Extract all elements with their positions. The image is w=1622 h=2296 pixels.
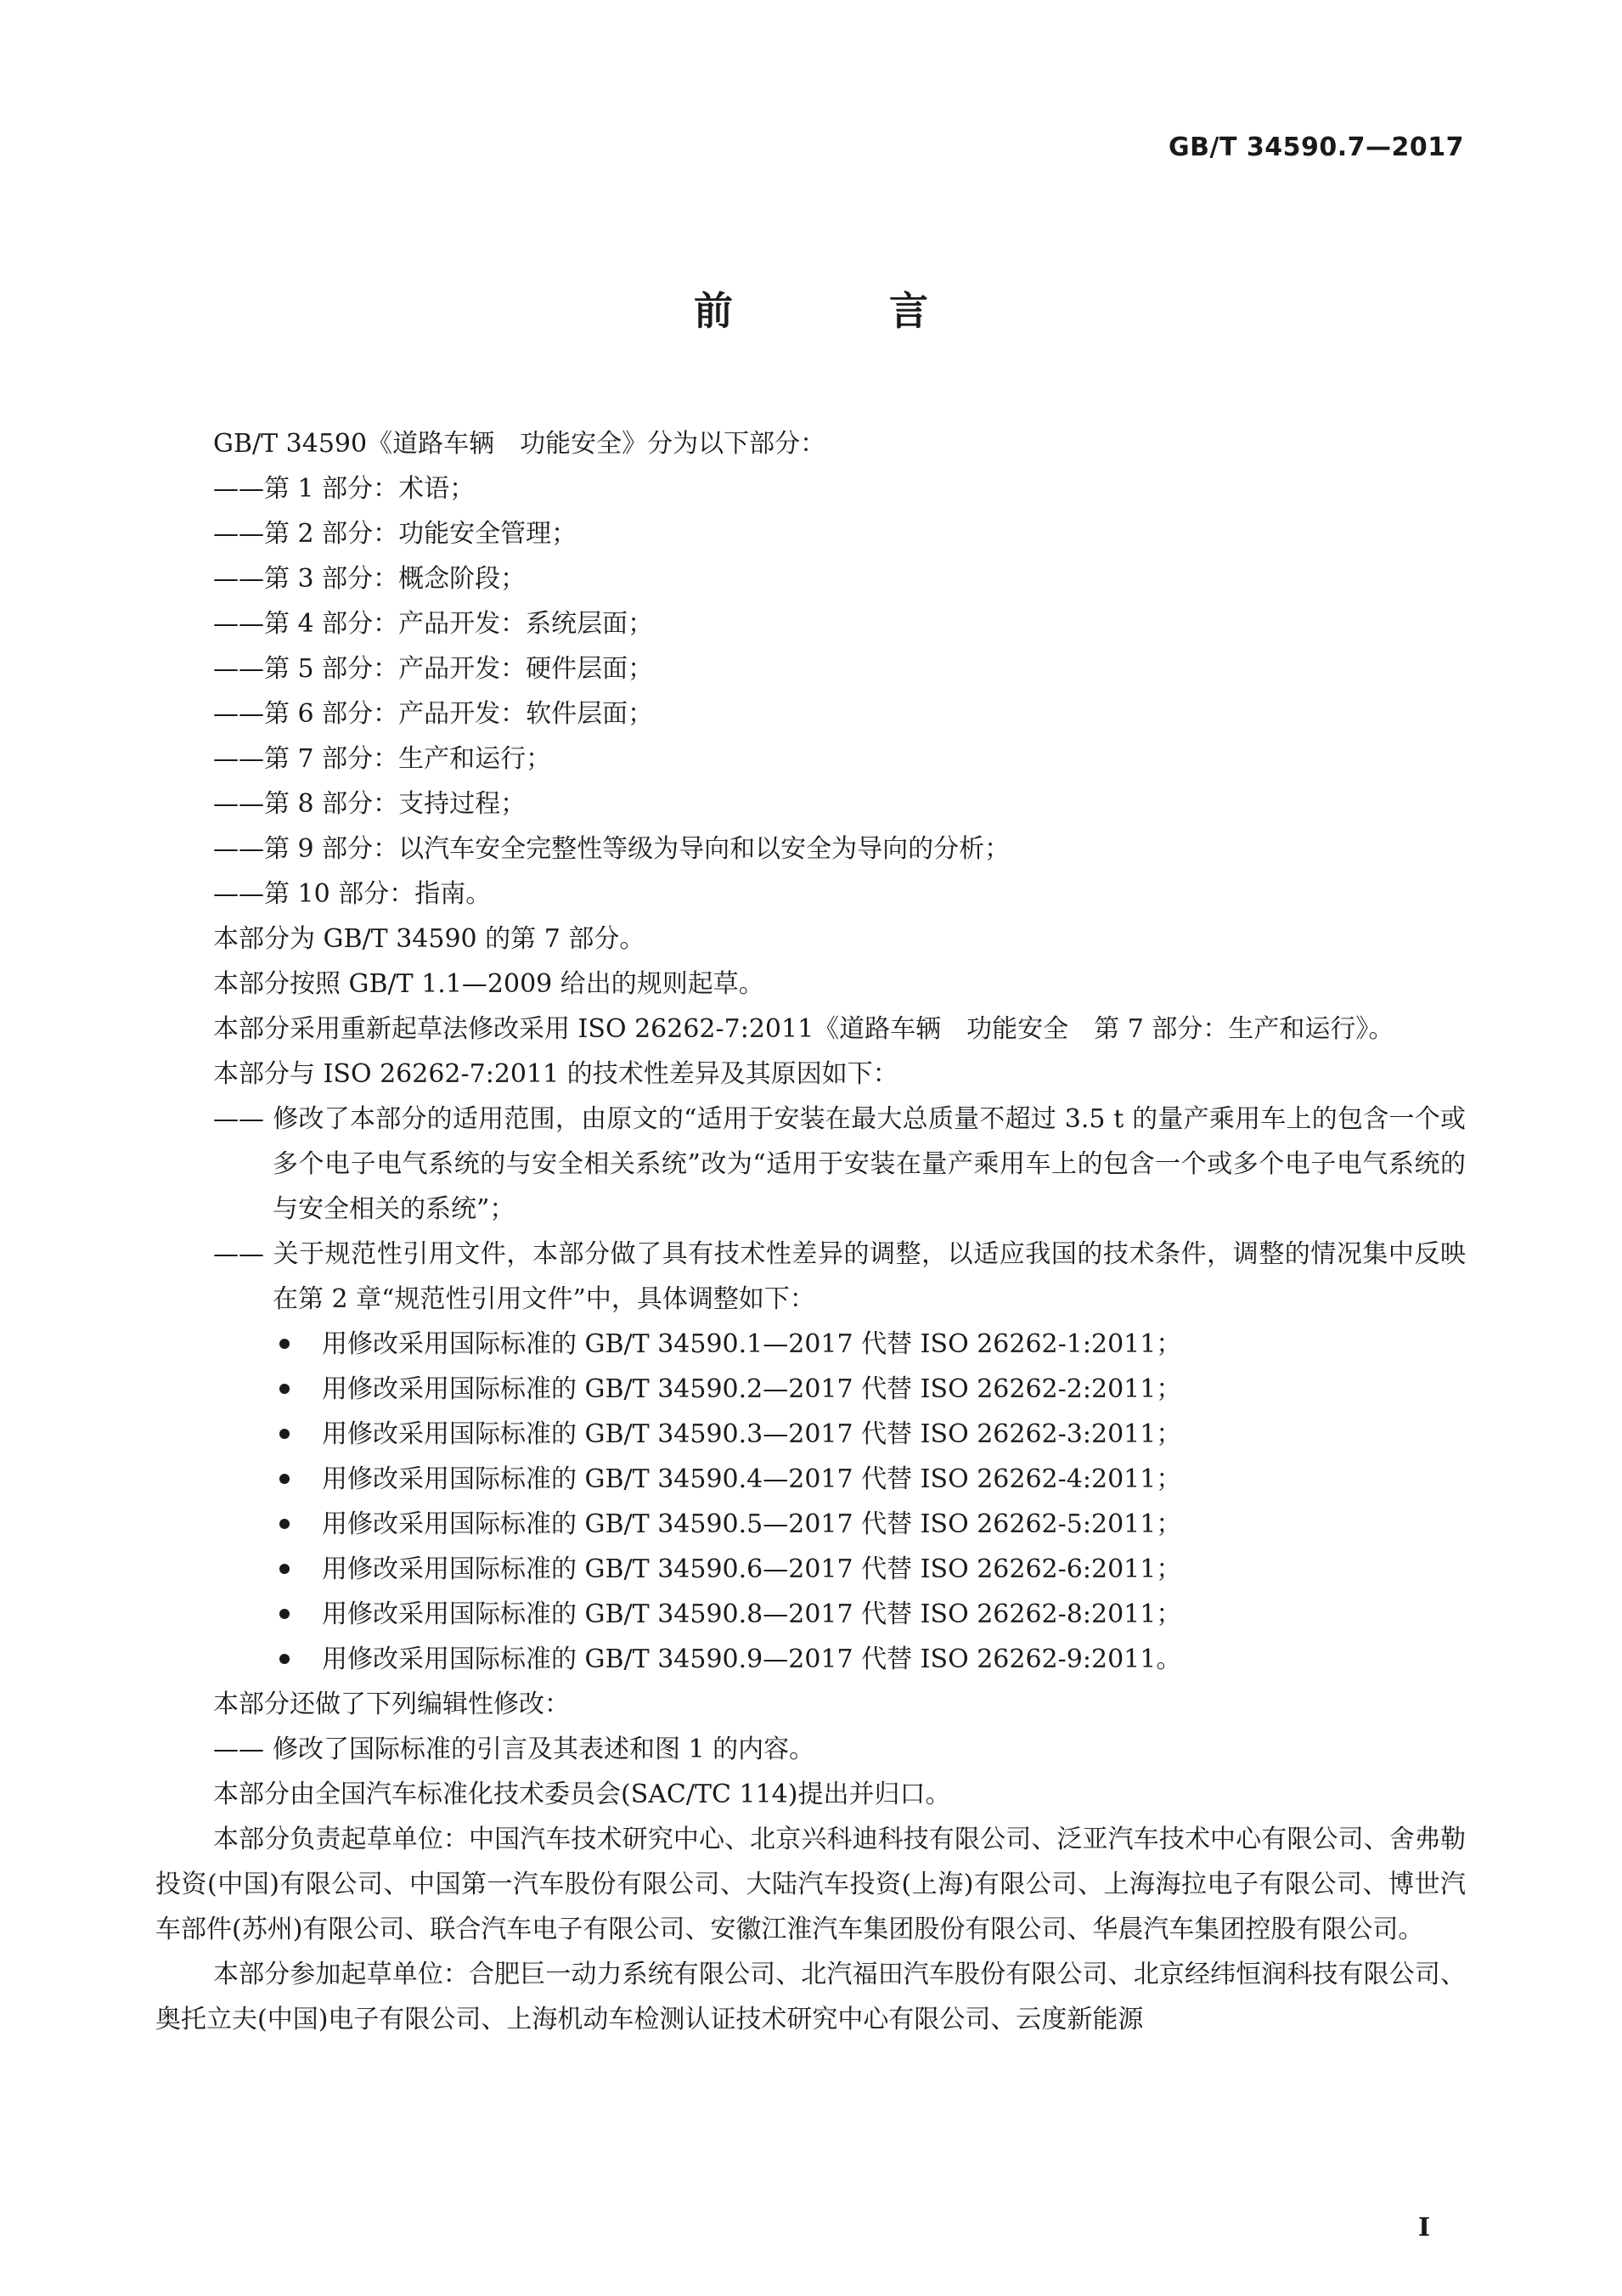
reference-bullet-item [155, 1592, 1466, 1637]
reference-bullet-item [155, 1502, 1466, 1547]
reference-bullet-item [155, 1367, 1466, 1412]
part-item: ——第 6 部分：产品开发：软件层面； [213, 699, 654, 729]
part-item: ——第 5 部分：产品开发：硬件层面； [213, 654, 654, 684]
difference-text: 修改了本部分的适用范围，由原文的“适用于安装在最大总质量不超过 3.5 t 的量产乘用车上的包含一个或多个电子电气系统的与安全相关系统”改为“适用于安装在量产乘用车上的包含一个或多个电子电气系统的与安全相关的系统”； [273, 1104, 1466, 1224]
reference-bullet-item [155, 1637, 1466, 1682]
standard-code: GB/T 34590.7—2017 [1169, 133, 1464, 162]
reference-bullet-text: 用修改采用国际标准的 GB/T 34590.1—2017 代替 ISO 26262-1:2011； [322, 1329, 1182, 1359]
reference-bullet-item [155, 1322, 1466, 1367]
reference-bullet-text: 用修改采用国际标准的 GB/T 34590.6—2017 代替 ISO 26262-6:2011； [322, 1554, 1182, 1584]
bullet-dot-icon [279, 1609, 290, 1619]
reference-bullet-text: 用修改采用国际标准的 GB/T 34590.8—2017 代替 ISO 26262-8:2011； [322, 1599, 1182, 1629]
foreword-body [155, 421, 1466, 2042]
drafting-rules-paragraph: 本部分按照 GB/T 1.1—2009 给出的规则起草。 [213, 969, 764, 999]
difference-text: 关于规范性引用文件，本部分做了具有技术性差异的调整，以适应我国的技术条件，调整的情况集中反映在第 2 章“规范性引用文件”中，具体调整如下： [273, 1239, 1466, 1314]
part-item: ——第 4 部分：产品开发：系统层面； [213, 609, 654, 639]
editorial-intro-paragraph: 本部分还做了下列编辑性修改： [213, 1690, 570, 1719]
part-item: ——第 3 部分：概念阶段； [213, 564, 527, 594]
page-number: I [1417, 2213, 1430, 2242]
reference-bullet-text: 用修改采用国际标准的 GB/T 34590.5—2017 代替 ISO 26262-5:2011； [322, 1509, 1182, 1539]
reference-bullet-item [155, 1547, 1466, 1592]
dash-mark: —— [213, 1735, 264, 1764]
reference-bullet-text: 用修改采用国际标准的 GB/T 34590.3—2017 代替 ISO 26262-3:2011； [322, 1419, 1182, 1449]
difference-item [155, 1097, 1466, 1232]
part-item: ——第 10 部分：指南。 [213, 879, 492, 909]
bullet-dot-icon [279, 1654, 290, 1664]
part-item: ——第 8 部分：支持过程； [213, 789, 527, 819]
intro-paragraph: GB/T 34590《道路车辆 功能安全》分为以下部分： [213, 429, 826, 459]
editorial-item [155, 1727, 1466, 1772]
adoption-paragraph: 本部分采用重新起草法修改采用 ISO 26262-7:2011《道路车辆 功能安全 第 7 部分：生产和运行》。 [213, 1014, 1394, 1044]
part-item: ——第 9 部分：以汽车安全完整性等级为导向和以安全为导向的分析； [213, 834, 1011, 864]
reference-bullet-text: 用修改采用国际标准的 GB/T 34590.9—2017 代替 ISO 26262-9:2011。 [322, 1644, 1182, 1674]
reference-bullet-item [155, 1457, 1466, 1502]
dash-mark: —— [213, 1239, 264, 1269]
reference-bullet-text: 用修改采用国际标准的 GB/T 34590.2—2017 代替 ISO 26262-2:2011； [322, 1374, 1182, 1404]
bullet-dot-icon [279, 1339, 290, 1349]
bullet-dot-icon [279, 1519, 290, 1529]
participating-units-paragraph: 本部分参加起草单位：合肥巨一动力系统有限公司、北汽福田汽车股份有限公司、北京经纬恒润科技有限公司、奥托立夫(中国)电子有限公司、上海机动车检测认证技术研究中心有限公司、云度新能源 [155, 1960, 1466, 2034]
part-item: ——第 1 部分：术语； [213, 474, 476, 504]
bullet-dot-icon [279, 1474, 290, 1484]
bullet-dot-icon [279, 1429, 290, 1439]
editorial-text: 修改了国际标准的引言及其表述和图 1 的内容。 [273, 1735, 815, 1764]
reference-bullet-item [155, 1412, 1466, 1457]
differences-intro-paragraph: 本部分与 ISO 26262-7:2011 的技术性差异及其原因如下： [213, 1059, 898, 1089]
page-title: 前 言 [693, 288, 1000, 334]
reference-bullet-text: 用修改采用国际标准的 GB/T 34590.4—2017 代替 ISO 26262-4:2011； [322, 1464, 1182, 1494]
bullet-dot-icon [279, 1384, 290, 1394]
drafting-units-paragraph: 本部分负责起草单位：中国汽车技术研究中心、北京兴科迪科技有限公司、泛亚汽车技术中心有限公司、舍弗勒投资(中国)有限公司、中国第一汽车股份有限公司、大陆汽车投资(上海)有限公司、上海海拉电子有限公司、博世汽车部件(苏州)有限公司、联合汽车电子有限公司、安徽江淮汽车集团股份有限公司、华晨汽车集团控股有限公司。 [155, 1825, 1466, 1944]
part-item: ——第 7 部分：生产和运行； [213, 744, 552, 774]
difference-item [155, 1232, 1466, 1322]
bullet-dot-icon [279, 1564, 290, 1574]
dash-mark: —— [213, 1104, 264, 1134]
part-of-paragraph: 本部分为 GB/T 34590 的第 7 部分。 [213, 924, 645, 954]
proposed-by-paragraph: 本部分由全国汽车标准化技术委员会(SAC/TC 114)提出并归口。 [213, 1780, 951, 1809]
part-item: ——第 2 部分：功能安全管理； [213, 519, 577, 549]
